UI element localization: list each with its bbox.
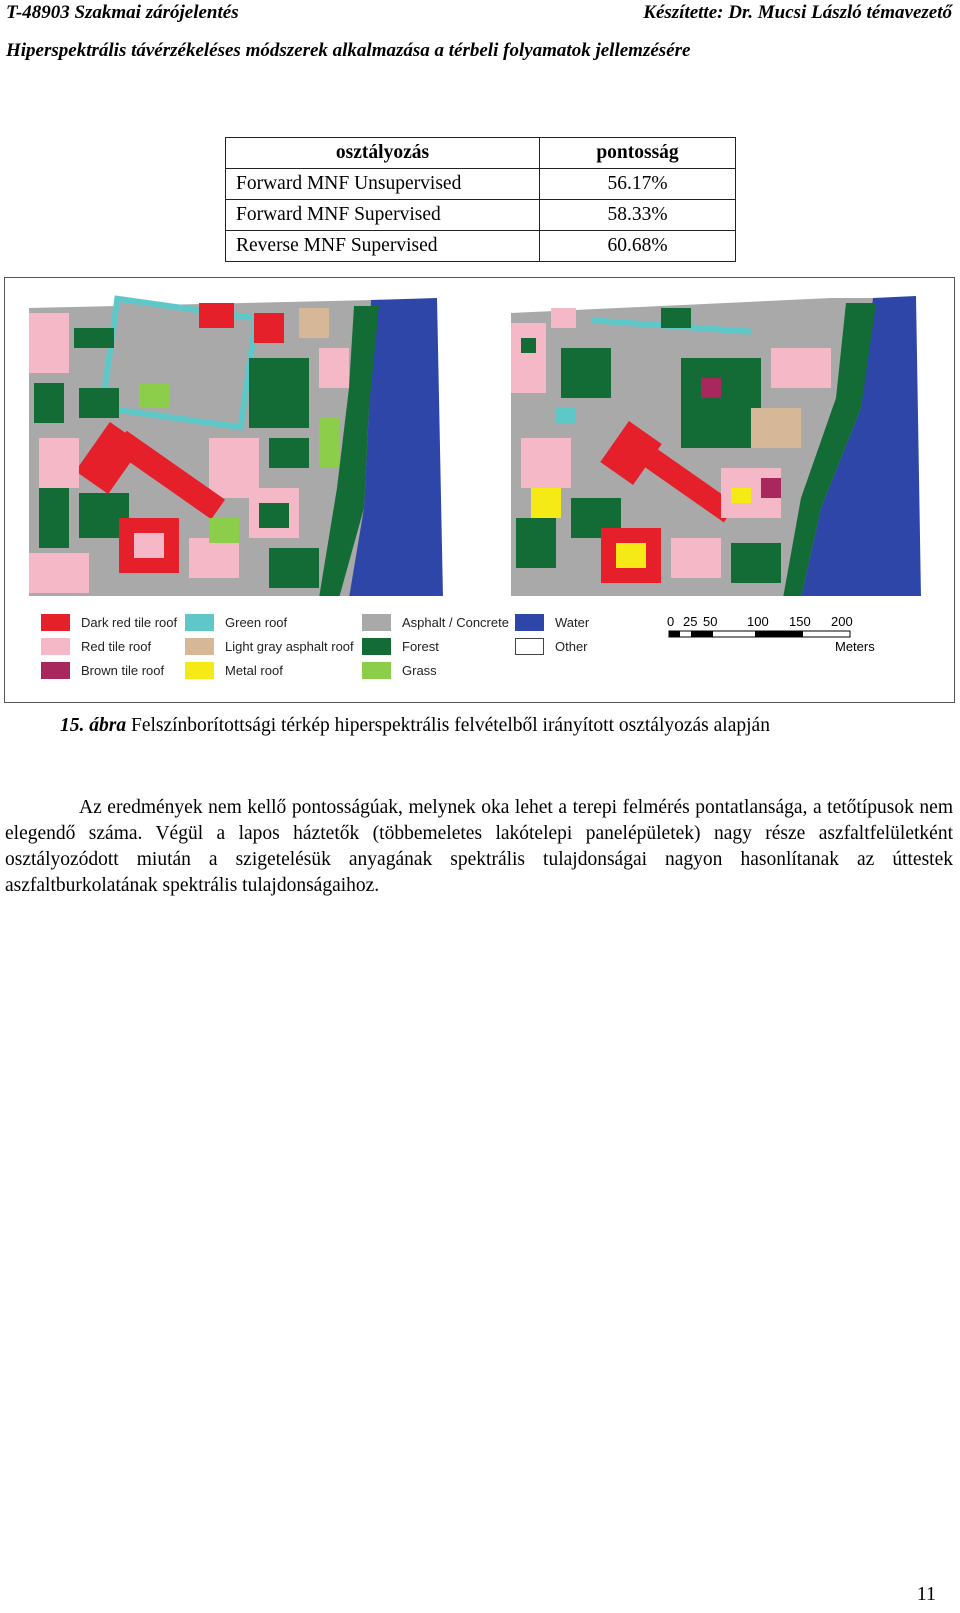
table-row bbox=[226, 231, 736, 262]
table-cell: Forward MNF Unsupervised bbox=[226, 169, 540, 200]
classification-map-left bbox=[19, 288, 458, 596]
scale-bar bbox=[665, 615, 885, 685]
scale-tick-label: 25 bbox=[683, 615, 698, 629]
accuracy-table bbox=[225, 137, 736, 262]
legend-label: Asphalt / Concrete bbox=[402, 614, 509, 630]
legend-swatch bbox=[41, 614, 70, 631]
table-cell: Forward MNF Supervised bbox=[226, 200, 540, 231]
legend-label: Water bbox=[555, 614, 590, 630]
legend-swatch bbox=[185, 614, 214, 631]
legend-swatch bbox=[185, 662, 214, 679]
legend-swatch bbox=[41, 662, 70, 679]
legend-label: Metal roof bbox=[225, 662, 283, 678]
legend-item bbox=[515, 613, 589, 631]
legend-label: Other bbox=[555, 638, 588, 654]
scale-unit-label: Meters bbox=[835, 639, 875, 654]
legend-swatch bbox=[41, 638, 70, 655]
scale-tick-label: 100 bbox=[747, 615, 769, 629]
table-row bbox=[226, 200, 736, 231]
legend-item bbox=[362, 661, 437, 679]
table-header-cell: pontosság bbox=[540, 138, 736, 169]
legend-swatch bbox=[515, 638, 544, 655]
legend-item bbox=[362, 637, 439, 655]
table-header-row bbox=[226, 138, 736, 169]
legend-label: Grass bbox=[402, 662, 437, 678]
legend-label: Brown tile roof bbox=[81, 662, 165, 678]
page-header-doc-id: T-48903 Szakmai zárójelentés bbox=[6, 2, 239, 23]
legend-item bbox=[185, 613, 287, 631]
legend-item bbox=[185, 661, 283, 679]
page-header-author: Készítette: Dr. Mucsi László témavezető bbox=[643, 2, 952, 23]
legend-label: Forest bbox=[402, 638, 439, 654]
legend-label: Green roof bbox=[225, 614, 288, 630]
table-header-cell: osztályozás bbox=[226, 138, 540, 169]
scale-tick-label: 200 bbox=[831, 615, 853, 629]
figure-caption bbox=[60, 715, 770, 737]
scale-tick-label: 150 bbox=[789, 615, 811, 629]
page-header-subtitle: Hiperspektrális távérzékeléses módszerek alkalmazása a térbeli folyamatok jellemzésére bbox=[6, 40, 691, 61]
page-number: 11 bbox=[916, 1583, 936, 1605]
scale-tick-label: 0 bbox=[667, 615, 675, 629]
classification-map-right bbox=[501, 288, 940, 596]
table-cell: 60.68% bbox=[540, 231, 736, 262]
legend-item bbox=[515, 637, 588, 655]
figure-caption-text: Felszínborítottsági térkép hiperspektrális felvételből irányított osztályozás alapján bbox=[130, 715, 770, 736]
scale-bar-graphic bbox=[665, 615, 885, 675]
scale-tick-label: 50 bbox=[703, 615, 718, 629]
legend-swatch bbox=[362, 662, 391, 679]
legend-label: Dark red tile roof bbox=[81, 614, 178, 630]
legend-swatch bbox=[362, 614, 391, 631]
legend-item bbox=[185, 637, 354, 655]
table-row bbox=[226, 169, 736, 200]
legend-label: Light gray asphalt roof bbox=[225, 638, 354, 654]
legend-swatch bbox=[515, 614, 544, 631]
body-paragraph: Az eredmények nem kellő pontosságúak, melynek oka lehet a terepi felmérés pontatlansága, a tetőtípusok nem elegendő száma. Végül a lapos háztetők (többemeletes lakótelepi panelépületek) nagy része aszfaltfelületként osztályozódott miután a szigetelésük anyagának spektrális tulajdonságai nagyon hasonlítanak az úttestek aszfaltburkolatának spektrális tulajdonságaihoz. bbox=[5, 797, 953, 896]
legend-item bbox=[41, 613, 177, 631]
figure-number: 15. ábra bbox=[60, 715, 127, 736]
legend-item bbox=[362, 613, 509, 631]
legend-swatch bbox=[185, 638, 214, 655]
legend-item bbox=[41, 637, 151, 655]
land-cover-figure bbox=[4, 277, 955, 703]
legend-item bbox=[41, 661, 164, 679]
legend-swatch bbox=[362, 638, 391, 655]
legend-label: Red tile roof bbox=[81, 638, 152, 654]
table-cell: 56.17% bbox=[540, 169, 736, 200]
table-cell: Reverse MNF Supervised bbox=[226, 231, 540, 262]
table-cell: 58.33% bbox=[540, 200, 736, 231]
